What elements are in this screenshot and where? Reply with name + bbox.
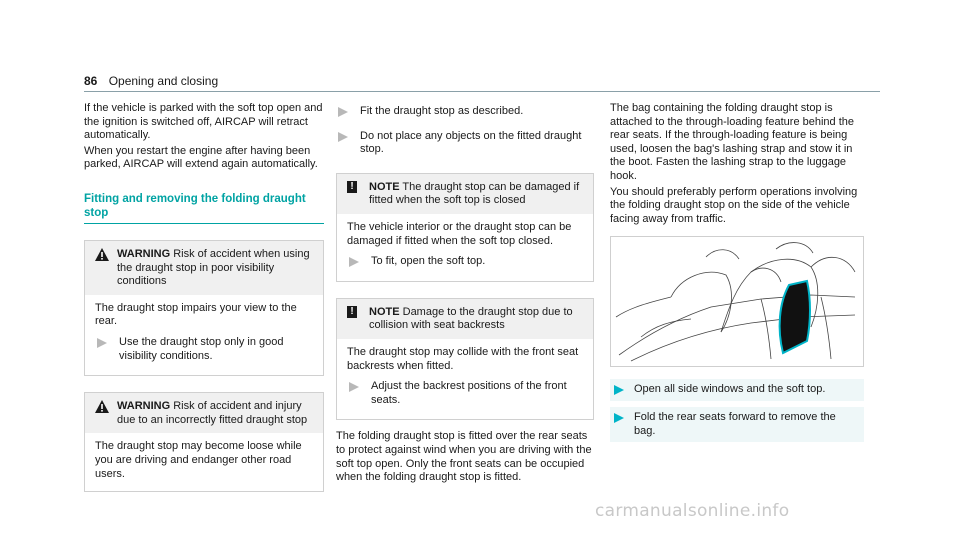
- watermark: carmanualsonline.info: [595, 501, 790, 521]
- instruction-step: [610, 379, 864, 401]
- step-text: Fold the rear seats forward to remove the bag.: [634, 410, 836, 437]
- intro-paragraph: When you restart the engine after having been parked, AIRCAP will extend again automatically.: [84, 144, 318, 171]
- instruction-step: [95, 336, 313, 363]
- step-arrow-icon: [338, 132, 348, 142]
- warning-triangle-icon: [95, 248, 109, 261]
- body-paragraph: You should preferably perform operations involving the folding draught stop on the side of the vehicle facing away from traffic.: [610, 185, 858, 225]
- note-box: [336, 173, 594, 282]
- car-rear-seats-illustration: [610, 236, 864, 367]
- chapter-title: Opening and closing: [108, 74, 219, 88]
- page-number: 86: [84, 74, 98, 88]
- note-header: [337, 299, 593, 339]
- instruction-step: [610, 407, 864, 442]
- exclamation-icon: !: [347, 181, 357, 193]
- exclamation-icon: !: [347, 306, 357, 318]
- page-header: [84, 73, 880, 92]
- warning-box: [84, 392, 324, 492]
- note-body: [337, 339, 593, 419]
- warning-box: [84, 240, 324, 376]
- step-arrow-icon: [349, 382, 359, 392]
- note-label: NOTE: [369, 305, 400, 318]
- note-body: [337, 214, 593, 281]
- warning-title: Risk of accident and injury due to an incorrectly fitted draught stop: [117, 400, 308, 426]
- warning-header: [85, 393, 323, 433]
- step-arrow-icon: [614, 385, 624, 395]
- instruction-step: [347, 255, 583, 269]
- warning-body: [85, 433, 323, 491]
- step-text: Use the draught stop only in good visibility conditions.: [119, 335, 284, 362]
- intro-paragraph: If the vehicle is parked with the soft top open and the ignition is switched off, AIRCAP will retract automatically.: [84, 102, 323, 142]
- instruction-step: [336, 130, 594, 157]
- column-right: [610, 102, 864, 448]
- column-middle: [336, 102, 594, 487]
- warning-triangle-icon: [95, 400, 109, 413]
- warning-body: [85, 295, 323, 375]
- step-text: Adjust the backrest positions of the front seats.: [371, 380, 567, 406]
- step-text: Open all side windows and the soft top.: [634, 383, 826, 396]
- step-text: Fit the draught stop as described.: [360, 105, 524, 117]
- step-arrow-icon: [338, 107, 348, 117]
- step-text: Do not place any objects on the fitted draught stop.: [360, 129, 582, 156]
- rear-seat-drawing: [611, 237, 863, 366]
- note-title: Damage to the draught stop due to collision with seat backrests: [369, 305, 573, 332]
- note-header: [337, 174, 593, 214]
- warning-header: [85, 241, 323, 295]
- step-list: [610, 379, 864, 442]
- step-text: To fit, open the soft top.: [371, 255, 486, 268]
- section-title: Fitting and removing the folding draught stop: [84, 192, 324, 224]
- column-left: [84, 102, 324, 492]
- note-title: The draught stop can be damaged if fitted when the soft top is closed: [369, 180, 580, 207]
- step-arrow-icon: [97, 338, 107, 348]
- note-text: The draught stop may collide with the front seat backrests when fitted.: [347, 345, 579, 372]
- warning-label: WARNING: [117, 400, 171, 413]
- warning-label: WARNING: [117, 247, 171, 260]
- warning-text: The draught stop may become loose while you are driving and endanger other road users.: [95, 440, 302, 480]
- step-arrow-icon: [349, 257, 359, 267]
- note-label: NOTE: [369, 180, 400, 193]
- warning-title: Risk of accident when using the draught stop in poor visibility conditions: [117, 247, 310, 288]
- step-arrow-icon: [614, 413, 624, 423]
- warning-text: The draught stop impairs your view to the rear.: [95, 301, 297, 328]
- instruction-step: [336, 105, 594, 119]
- instruction-step: [347, 380, 583, 407]
- note-box: [336, 298, 594, 421]
- body-paragraph: The bag containing the folding draught stop is attached to the through-loading feature behind the rear seats. If the through-loading feature is being used, loosen the bag's lashing strap and stow it in the boot. Fasten the lashing strap to the luggage hook.: [610, 102, 855, 182]
- body-paragraph: The folding draught stop is fitted over the rear seats to protect against wind when you are driving with the soft top open. Only the front seats can be occupied when the folding draught stop is fitted.: [336, 430, 592, 484]
- note-text: The vehicle interior or the draught stop can be damaged if fitted when the soft top closed.: [347, 220, 572, 247]
